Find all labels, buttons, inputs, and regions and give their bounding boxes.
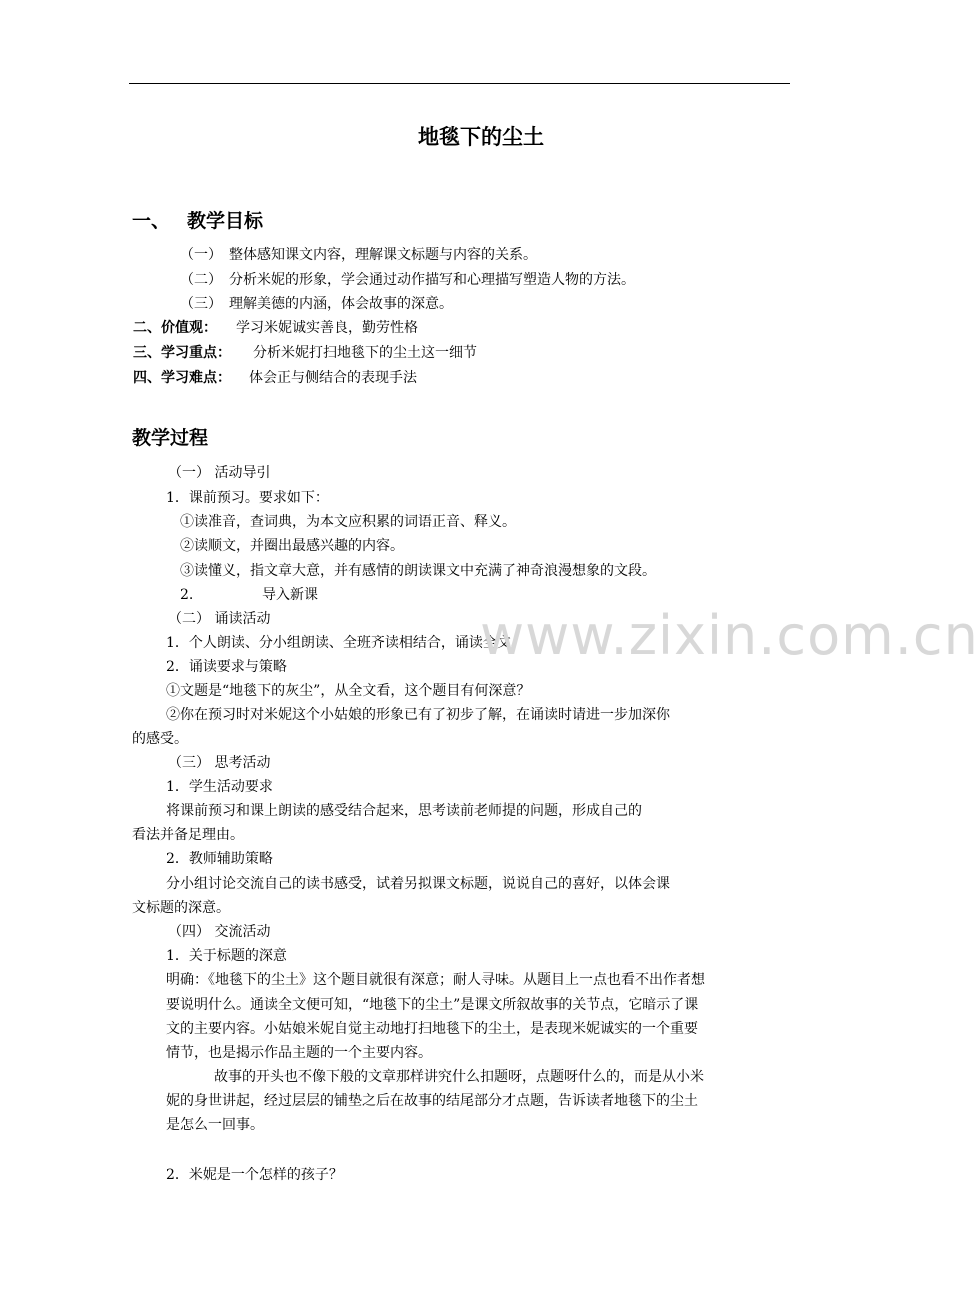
activity-4-item-2: 2．米妮是一个怎样的孩子？	[166, 1167, 343, 1183]
goal-2-text: 分析米妮的形象，学会通过动作描写和心理描写塑造人物的方法。	[229, 272, 635, 288]
activity-3-item-1a-line-1: 将课前预习和课上朗读的感受结合起来，思考读前老师提的问题，形成自己的	[166, 803, 642, 819]
activity-2-item-2b-line-2: 的感受。	[132, 731, 188, 747]
activity-2-item-2: 2．诵读要求与策略	[166, 659, 287, 675]
section-1-number: 一、	[132, 210, 171, 232]
section-3-text: 分析米妮打扫地毯下的尘土这一细节	[253, 345, 477, 361]
activity-1-item-1: 1．课前预习。要求如下：	[166, 490, 329, 506]
activity-2-item-2b-line-1: ②你在预习时对米妮这个小姑娘的形象已有了初步了解，在诵读时请进一步加深你	[166, 707, 670, 723]
goal-1-number: （一）	[180, 247, 222, 263]
activity-3-item-2a-line-2: 文标题的深意。	[132, 900, 230, 916]
activity-1-item-2-number: 2.	[180, 587, 194, 603]
section-2-label: 二、价值观：	[133, 320, 217, 336]
section-4-text: 体会正与侧结合的表现手法	[249, 370, 417, 386]
activity-1-item-1c: ③读懂义，指文章大意，并有感情的朗读课文中充满了神奇浪漫想象的文段。	[180, 563, 656, 579]
activity-3-item-2: 2．教师辅助策略	[166, 851, 273, 867]
activity-2-item-2a: ①文题是“地毯下的灰尘”，从全文看，这个题目有何深意？	[166, 683, 531, 699]
activity-4-answer-line-4: 情节，也是揭示作品主题的一个主要内容。	[166, 1045, 432, 1061]
section-3-label: 三、学习重点：	[133, 345, 231, 361]
activity-4-answer-line-1: 明确：《地毯下的尘土》这个题目就很有深意；耐人寻味。从题目上一点也看不出作者想	[166, 972, 705, 988]
header-rule	[129, 83, 790, 84]
goal-3-text: 理解美德的内涵，体会故事的深意。	[229, 296, 453, 312]
activity-4-heading: （四） 交流活动	[168, 924, 271, 940]
process-title: 教学过程	[132, 427, 209, 449]
activity-4-answer-line-2: 要说明什么。通读全文便可知，“地毯下的尘土”是课文所叙故事的关节点，它暗示了课	[166, 997, 699, 1013]
activity-3-heading: （三） 思考活动	[168, 755, 271, 771]
activity-4-answer-line-3: 文的主要内容。小姑娘米妮自觉主动地打扫地毯下的尘土，是表现米妮诚实的一个重要	[166, 1021, 698, 1037]
activity-3-item-1: 1．学生活动要求	[166, 779, 273, 795]
section-1-title: 教学目标	[187, 210, 264, 232]
goal-3-number: （三）	[180, 296, 222, 312]
activity-3-item-1a-line-2: 看法并备足理由。	[132, 827, 244, 843]
section-2-text: 学习米妮诚实善良，勤劳性格	[236, 320, 418, 336]
activity-1-item-1b: ②读顺文，并圈出最感兴趣的内容。	[180, 538, 404, 554]
document-title: 地毯下的尘土	[418, 125, 544, 149]
activity-1-heading: （一） 活动导引	[168, 465, 271, 481]
watermark: www.zixin.com.cn	[480, 604, 979, 667]
activity-3-item-2a-line-1: 分小组讨论交流自己的读书感受，试着另拟课文标题，说说自己的喜好，以体会课	[166, 876, 670, 892]
activity-2-heading: （二） 诵读活动	[168, 611, 271, 627]
activity-1-item-2: 导入新课	[262, 587, 318, 603]
section-4-label: 四、学习难点：	[133, 370, 231, 386]
activity-4-paragraph-line-3: 是怎么一回事。	[166, 1117, 264, 1133]
activity-2-item-1: 1．个人朗读、分小组朗读、全班齐读相结合，诵读全文。	[166, 635, 525, 651]
activity-4-paragraph-line-1: 故事的开头也不像下般的文章那样讲究什么扣题呀，点题呀什么的，而是从小米	[214, 1069, 704, 1085]
activity-4-item-1: 1．关于标题的深意	[166, 948, 287, 964]
activity-4-paragraph-line-2: 妮的身世讲起，经过层层的铺垫之后在故事的结尾部分才点题，告诉读者地毯下的尘土	[166, 1093, 698, 1109]
goal-1-text: 整体感知课文内容，理解课文标题与内容的关系。	[229, 247, 537, 263]
goal-2-number: （二）	[180, 272, 222, 288]
activity-1-item-1a: ①读准音，查词典，为本文应积累的词语正音、释义。	[180, 514, 516, 530]
